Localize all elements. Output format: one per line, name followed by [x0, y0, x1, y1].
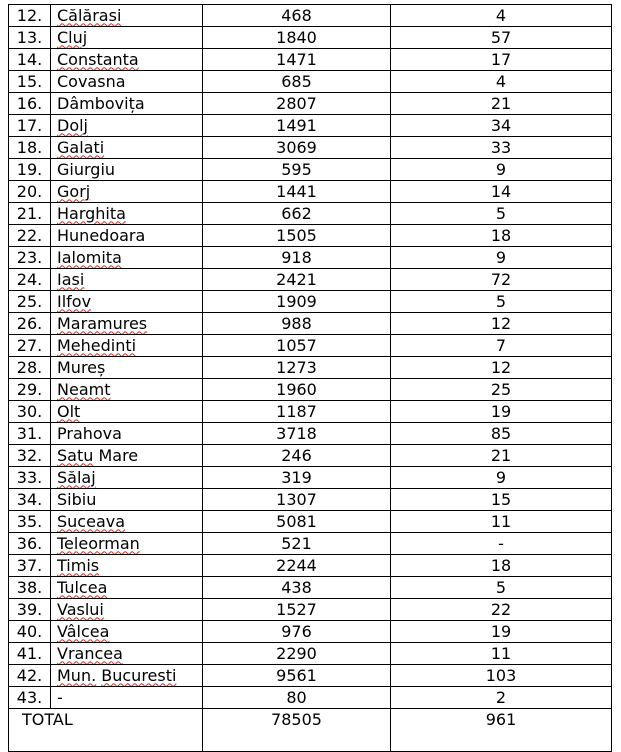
- value-1-cell: 2421: [203, 269, 391, 291]
- value-2-cell: 34: [391, 115, 612, 137]
- table-row: [9, 643, 612, 665]
- county-table: [8, 4, 612, 752]
- total-label-cell: TOTAL: [9, 709, 203, 752]
- county-name-cell: Dâmbovița: [51, 93, 203, 115]
- table-row: [9, 71, 612, 93]
- table-row: [9, 115, 612, 137]
- value-1-cell: 662: [203, 203, 391, 225]
- county-name-cell: [51, 137, 203, 159]
- county-name-cell: [51, 313, 203, 335]
- value-2-cell: 19: [391, 401, 612, 423]
- value-2-cell: 11: [391, 643, 612, 665]
- total-value-1-cell: 78505: [203, 709, 391, 752]
- table-row: [9, 467, 612, 489]
- value-2-cell: 2: [391, 687, 612, 709]
- table-row: [9, 27, 612, 49]
- county-name-cell: Hunedoara: [51, 225, 203, 247]
- value-1-cell: 1057: [203, 335, 391, 357]
- value-2-cell: 19: [391, 621, 612, 643]
- value-2-cell: 4: [391, 5, 612, 27]
- row-number-cell: 39.: [9, 599, 51, 621]
- county-name-cell: [51, 5, 203, 27]
- value-2-cell: 21: [391, 445, 612, 467]
- table-row: [9, 401, 612, 423]
- county-name-word: Vaslui: [57, 599, 104, 619]
- table-row: [9, 291, 612, 313]
- county-name-cell: -: [51, 687, 203, 709]
- county-name-word: Călărasi: [57, 5, 122, 25]
- value-2-cell: 85: [391, 423, 612, 445]
- table-row: [9, 159, 612, 181]
- row-number-cell: 24.: [9, 269, 51, 291]
- county-name-word: Olt: [57, 401, 81, 421]
- row-number-cell: 43.: [9, 687, 51, 709]
- value-2-cell: 9: [391, 159, 612, 181]
- county-name-cell: [51, 269, 203, 291]
- row-number-cell: 34.: [9, 489, 51, 511]
- county-name-word: Teleorman: [57, 533, 140, 553]
- table-row: [9, 49, 612, 71]
- county-name-word: Galati: [57, 137, 105, 157]
- row-number-cell: 30.: [9, 401, 51, 423]
- table-row: [9, 225, 612, 247]
- row-number-cell: 25.: [9, 291, 51, 313]
- county-name-word: Harghita: [57, 203, 126, 223]
- row-number-cell: 42.: [9, 665, 51, 687]
- county-name-cell: Covasna: [51, 71, 203, 93]
- value-2-cell: 21: [391, 93, 612, 115]
- county-name-word: Vrancea: [57, 643, 123, 663]
- value-2-cell: 4: [391, 71, 612, 93]
- table-body: [9, 5, 612, 709]
- table-row: [9, 313, 612, 335]
- county-name-cell: [51, 555, 203, 577]
- county-name-cell: [51, 335, 203, 357]
- value-1-cell: 1307: [203, 489, 391, 511]
- value-1-cell: 1909: [203, 291, 391, 313]
- table-row: [9, 445, 612, 467]
- row-number-cell: 14.: [9, 49, 51, 71]
- value-1-cell: 976: [203, 621, 391, 643]
- value-2-cell: 103: [391, 665, 612, 687]
- table-row: [9, 335, 612, 357]
- value-1-cell: 1471: [203, 49, 391, 71]
- table-row: [9, 203, 612, 225]
- county-name-cell: [51, 203, 203, 225]
- row-number-cell: 41.: [9, 643, 51, 665]
- county-name-word: Dolj: [57, 115, 88, 135]
- county-name-cell: [51, 401, 203, 423]
- value-2-cell: 7: [391, 335, 612, 357]
- table-row: [9, 555, 612, 577]
- value-2-cell: 14: [391, 181, 612, 203]
- value-2-cell: 57: [391, 27, 612, 49]
- total-value-2-cell: 961: [391, 709, 612, 752]
- row-number-cell: 16.: [9, 93, 51, 115]
- row-number-cell: 38.: [9, 577, 51, 599]
- value-1-cell: 3069: [203, 137, 391, 159]
- row-number-cell: 36.: [9, 533, 51, 555]
- table-row: [9, 5, 612, 27]
- table-row: [9, 93, 612, 115]
- value-1-cell: 1441: [203, 181, 391, 203]
- county-name-cell: [51, 599, 203, 621]
- table-row: [9, 423, 612, 445]
- value-2-cell: 12: [391, 313, 612, 335]
- county-name-word: Sălaj: [57, 467, 96, 487]
- county-name-word: Iasi: [57, 269, 85, 289]
- value-2-cell: 5: [391, 291, 612, 313]
- table-row: [9, 533, 612, 555]
- table-row: [9, 489, 612, 511]
- value-2-cell: 18: [391, 555, 612, 577]
- county-name-word: Mun.: [57, 665, 97, 685]
- value-1-cell: 595: [203, 159, 391, 181]
- table-row: [9, 357, 612, 379]
- county-name-cell: [51, 445, 203, 467]
- row-number-cell: 26.: [9, 313, 51, 335]
- table-row: [9, 511, 612, 533]
- table-row: [9, 379, 612, 401]
- table-row: [9, 137, 612, 159]
- county-name-word: Gorj: [57, 181, 91, 201]
- row-number-cell: 22.: [9, 225, 51, 247]
- value-1-cell: 5081: [203, 511, 391, 533]
- county-name-cell: [51, 621, 203, 643]
- row-number-cell: 15.: [9, 71, 51, 93]
- value-2-cell: 5: [391, 577, 612, 599]
- value-1-cell: 438: [203, 577, 391, 599]
- value-2-cell: -: [391, 533, 612, 555]
- row-number-cell: 29.: [9, 379, 51, 401]
- county-name-word: Cluj: [57, 27, 88, 47]
- row-number-cell: 17.: [9, 115, 51, 137]
- value-1-cell: 1187: [203, 401, 391, 423]
- value-1-cell: 2807: [203, 93, 391, 115]
- value-1-cell: 1273: [203, 357, 391, 379]
- county-name-word: Tulcea: [57, 577, 108, 597]
- value-2-cell: 9: [391, 247, 612, 269]
- county-name-cell: [51, 247, 203, 269]
- row-number-cell: 33.: [9, 467, 51, 489]
- value-2-cell: 12: [391, 357, 612, 379]
- county-name-word: Ilfov: [57, 291, 92, 311]
- county-name-cell: [51, 533, 203, 555]
- county-name-cell: Sibiu: [51, 489, 203, 511]
- county-name-cell: [51, 467, 203, 489]
- value-1-cell: 1491: [203, 115, 391, 137]
- value-1-cell: 521: [203, 533, 391, 555]
- county-name-cell: [51, 511, 203, 533]
- table-row: [9, 621, 612, 643]
- county-name-cell: [51, 379, 203, 401]
- table-row: [9, 247, 612, 269]
- table-row: [9, 599, 612, 621]
- county-name-cell: Giurgiu: [51, 159, 203, 181]
- county-name-cell: [51, 291, 203, 313]
- value-1-cell: 1960: [203, 379, 391, 401]
- value-1-cell: 3718: [203, 423, 391, 445]
- value-2-cell: 17: [391, 49, 612, 71]
- value-1-cell: 2290: [203, 643, 391, 665]
- table-row: [9, 181, 612, 203]
- row-number-cell: 19.: [9, 159, 51, 181]
- value-1-cell: 1505: [203, 225, 391, 247]
- county-name-word: Satu: [57, 445, 94, 465]
- county-name-cell: [51, 643, 203, 665]
- table-row: [9, 269, 612, 291]
- row-number-cell: 31.: [9, 423, 51, 445]
- row-number-cell: 40.: [9, 621, 51, 643]
- value-1-cell: 9561: [203, 665, 391, 687]
- value-2-cell: 22: [391, 599, 612, 621]
- county-name-word: Vâlcea: [57, 621, 110, 641]
- row-number-cell: 37.: [9, 555, 51, 577]
- value-1-cell: 1840: [203, 27, 391, 49]
- total-row: [9, 709, 612, 752]
- row-number-cell: 18.: [9, 137, 51, 159]
- value-2-cell: 11: [391, 511, 612, 533]
- value-1-cell: 80: [203, 687, 391, 709]
- value-1-cell: 2244: [203, 555, 391, 577]
- county-name-cell: Prahova: [51, 423, 203, 445]
- value-1-cell: 685: [203, 71, 391, 93]
- row-number-cell: 27.: [9, 335, 51, 357]
- county-name-word: Ialomita: [57, 247, 122, 267]
- value-1-cell: 319: [203, 467, 391, 489]
- row-number-cell: 28.: [9, 357, 51, 379]
- value-1-cell: 1527: [203, 599, 391, 621]
- table-row: [9, 687, 612, 709]
- value-2-cell: 5: [391, 203, 612, 225]
- value-2-cell: 15: [391, 489, 612, 511]
- value-2-cell: 25: [391, 379, 612, 401]
- county-name-cell: [51, 115, 203, 137]
- county-name-word: Maramures: [57, 313, 148, 333]
- county-name-word: Timis: [57, 555, 100, 575]
- table-row: [9, 577, 612, 599]
- county-name-word: Constanta: [57, 49, 139, 69]
- row-number-cell: 21.: [9, 203, 51, 225]
- county-name-word: Mare: [98, 445, 139, 465]
- row-number-cell: 20.: [9, 181, 51, 203]
- county-name-cell: [51, 27, 203, 49]
- county-name-word: Suceava: [57, 511, 126, 531]
- value-2-cell: 33: [391, 137, 612, 159]
- row-number-cell: 23.: [9, 247, 51, 269]
- table-row: [9, 665, 612, 687]
- row-number-cell: 13.: [9, 27, 51, 49]
- value-2-cell: 72: [391, 269, 612, 291]
- value-1-cell: 988: [203, 313, 391, 335]
- county-name-cell: [51, 49, 203, 71]
- county-name-word: Neamt: [57, 379, 111, 399]
- county-name-cell: [51, 577, 203, 599]
- county-name-cell: [51, 665, 203, 687]
- value-1-cell: 918: [203, 247, 391, 269]
- county-name-cell: Mureș: [51, 357, 203, 379]
- row-number-cell: 12.: [9, 5, 51, 27]
- value-1-cell: 246: [203, 445, 391, 467]
- value-1-cell: 468: [203, 5, 391, 27]
- county-name-cell: [51, 181, 203, 203]
- value-2-cell: 9: [391, 467, 612, 489]
- row-number-cell: 32.: [9, 445, 51, 467]
- value-2-cell: 18: [391, 225, 612, 247]
- county-name-word: Mehedinti: [57, 335, 137, 355]
- row-number-cell: 35.: [9, 511, 51, 533]
- county-name-word: Bucuresti: [101, 665, 177, 685]
